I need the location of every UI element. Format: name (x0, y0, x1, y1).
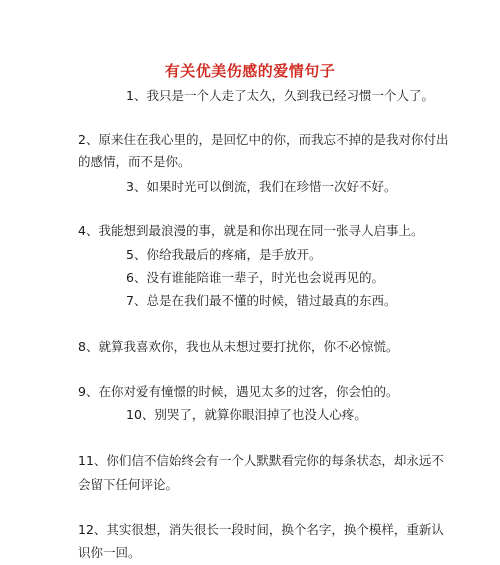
sentence-12-continued: 识你一回。 (78, 545, 141, 560)
sentence-5: 5、你给我最后的疼痛，是手放开。 (126, 247, 322, 262)
sentence-4: 4、我能想到最浪漫的事，就是和你出现在同一张寻人启事上。 (78, 223, 424, 238)
sentence-12: 12、其实很想，消失很长一段时间，换个名字，换个模样，重新认 (78, 522, 444, 537)
sentence-7: 7、总是在我们最不懂的时候，错过最真的东西。 (126, 293, 397, 308)
sentence-11-continued: 会留下任何评论。 (78, 477, 179, 492)
sentence-11: 11、你们信不信始终会有一个人默默看完你的每条状态，却永远不 (78, 453, 444, 468)
sentence-9: 9、在你对爱有憧憬的时候，遇见太多的过客，你会怕的。 (78, 384, 399, 399)
sentence-1: 1、我只是一个人走了太久，久到我已经习惯一个人了。 (126, 88, 434, 103)
sentence-6: 6、没有谁能陪谁一辈子，时光也会说再见的。 (126, 270, 384, 285)
document-title: 有关优美伤感的爱情句子 (164, 62, 336, 80)
sentence-2-continued: 的感情，而不是你。 (78, 154, 191, 169)
sentence-3: 3、如果时光可以倒流，我们在珍惜一次好不好。 (126, 179, 397, 194)
sentence-8: 8、就算我喜欢你，我也从未想过要打扰你，你不必惊慌。 (78, 339, 399, 354)
sentence-2: 2、原来住在我心里的，是回忆中的你，而我忘不掉的是我对你付出 (78, 132, 449, 147)
sentence-10: 10、别哭了，就算你眼泪掉了也没人心疼。 (126, 407, 367, 422)
